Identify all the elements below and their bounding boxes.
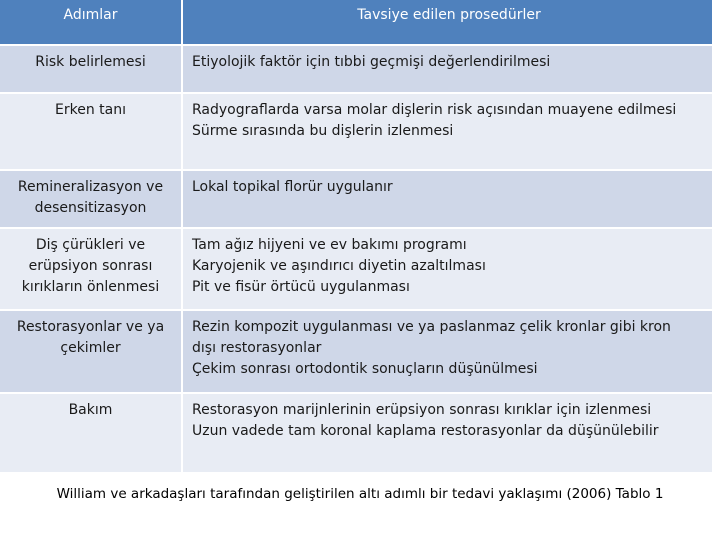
table-caption: William ve arkadaşları tarafından geliştirilen altı adımlı bir tedavi yaklaşımı (2006) Tablo 1 [56, 486, 664, 502]
procedure-text: Etiyolojik faktör için tıbbi geçmişi değerlendirilmesi [192, 54, 551, 70]
step-cell [0, 229, 183, 309]
step-text: desensitizasyon [34, 200, 147, 216]
step-cell [0, 94, 183, 169]
step-text: kırıkların önlenmesi [21, 279, 160, 295]
table-header-row [0, 0, 712, 46]
step-cell [0, 394, 183, 472]
procedure-cell [183, 94, 712, 169]
procedure-text: Uzun vadede tam koronal kaplama restorasyonlar da düşünülebilir [192, 423, 659, 439]
procedure-text: dışı restorasyonlar [192, 340, 322, 356]
step-text: Restorasyonlar ve ya [16, 319, 165, 335]
step-cell [0, 46, 183, 92]
step-text: Erken tanı [55, 102, 126, 118]
procedure-text: Restorasyon marijnlerinin erüpsiyon sonrası kırıklar için izlenmesi [192, 402, 652, 418]
table-row [0, 311, 712, 394]
step-text: erüpsiyon sonrası [28, 258, 153, 274]
table-row [0, 46, 712, 94]
procedure-cell [183, 171, 712, 227]
procedure-cell [183, 394, 712, 472]
procedure-text: Lokal topikal florür uygulanır [192, 179, 393, 195]
procedure-text: Rezin kompozit uygulanması ve ya paslanmaz çelik kronlar gibi kron [192, 319, 671, 335]
step-text: Diş çürükleri ve [35, 237, 146, 253]
step-text: Remineralizasyon ve [17, 179, 164, 195]
procedure-text: Karyojenik ve aşındırıcı diyetin azaltılması [192, 258, 486, 274]
procedure-text: Pit ve fisür örtücü uygulanması [192, 279, 410, 295]
table-row [0, 171, 712, 229]
procedure-cell [183, 46, 712, 92]
header-steps: Adımlar [0, 0, 183, 44]
procedure-text: Radyograflarda varsa molar dişlerin risk açısından muayene edilmesi [192, 102, 677, 118]
procedure-cell [183, 311, 712, 392]
step-cell [0, 171, 183, 227]
header-procedures: Tavsiye edilen prosedürler [183, 0, 712, 44]
step-text: Risk belirlemesi [35, 54, 146, 70]
step-text: Bakım [68, 402, 113, 418]
procedure-cell [183, 229, 712, 309]
procedure-text: Tam ağız hijyeni ve ev bakımı programı [192, 237, 467, 253]
step-text: çekimler [60, 340, 121, 356]
table-row [0, 394, 712, 472]
step-cell [0, 311, 183, 392]
table-row [0, 94, 712, 171]
procedure-text: Çekim sonrası ortodontik sonuçların düşünülmesi [192, 361, 538, 377]
procedure-text: Sürme sırasında bu dişlerin izlenmesi [192, 123, 454, 139]
table-row [0, 229, 712, 311]
